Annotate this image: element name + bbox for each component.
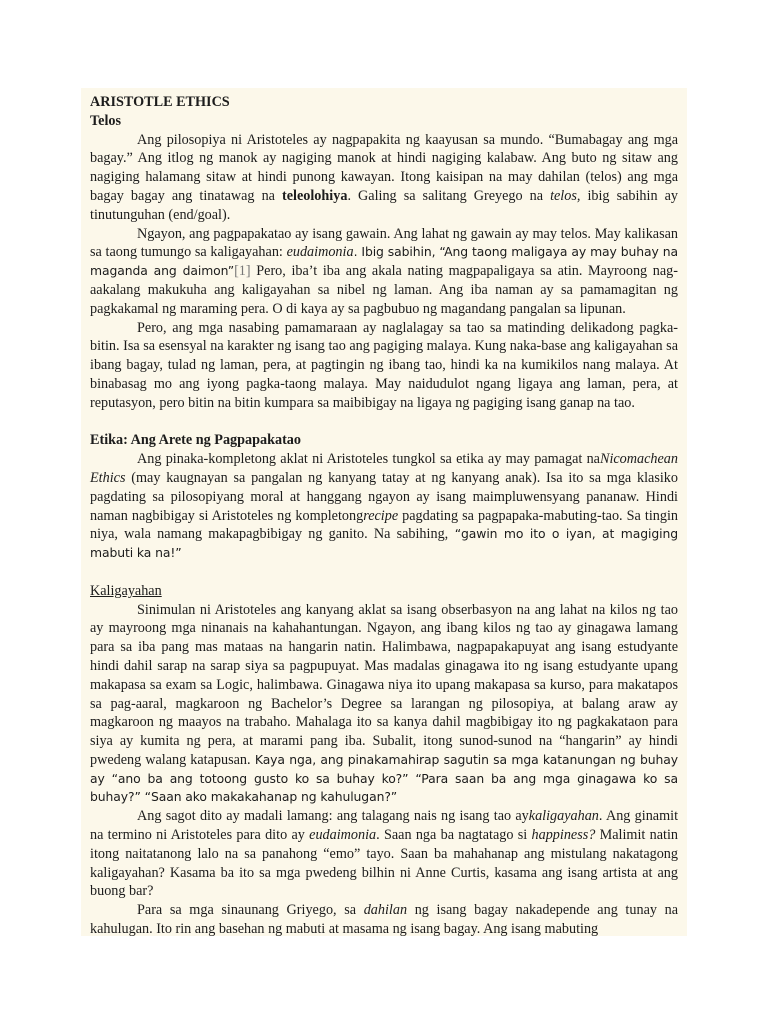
italic-term: eudaimonia <box>286 244 354 261</box>
bold-term: teleolohiya <box>282 187 348 204</box>
text: Ang sagot dito ay madali lamang: ang talagang nais ng isang tao ay <box>137 808 529 825</box>
text: Para sa mga sinaunang Griyego, sa <box>137 902 357 919</box>
italic-term: eudaimonia <box>309 827 377 844</box>
text: . Ang ginamit na termino ni Aristoteles para dito ay <box>90 808 679 844</box>
document-title: ARISTOTLE ETHICS <box>90 94 230 110</box>
footnote-link[interactable]: [1] <box>234 263 251 280</box>
text: pagdating sa pagpapaka-mabuting-tao. Sa tingin niya, wala namang makapagbibigay ng ganito. Na sabihing, <box>90 507 678 543</box>
italic-term: kaligayahan <box>528 808 599 825</box>
italic-term: dahilan <box>363 902 408 919</box>
paragraph: Pero, ang mga nasabing pamamaraan ay naglalagay sa tao sa matinding delikadong pagka-bitin. Isa sa esensyal na karakter ng isang tao ang pagiging malaya. Kung naka-base ang kaligayahan sa ibang bagay, tulad ng laman, pera, at pagtingin ng ibang tao, hindi ka na kumikilos nang malaya. At binabasag mo ang iyong pagka-taong malaya. May naidudulot ngang ligaya ang laman, pera, at reputasyon, pero bitin na bitin kumpara sa maibibigay na ligaya ng pagiging isang ganap na tao. <box>90 319 678 411</box>
paragraph <box>90 131 678 225</box>
text: “gawin mo ito o iyan, at magiging mabuti ka na!” <box>90 526 679 561</box>
spacer <box>90 413 678 432</box>
text: ng isang bagay nakadepende ang tunay na kahulugan. Ito rin ang basehan ng mabuti at masama ng isang bagay. Ang isang mabuting <box>90 902 678 938</box>
paragraph <box>90 901 678 939</box>
italic-term: telos, <box>550 187 581 204</box>
text: ibig sabihin ay tinutunguhan (end/goal). <box>90 187 678 223</box>
text: (may kaugnayan sa pangalan ng kanyang tatay at ng kanyang anak). Isa ito sa mga klasiko pagdating sa pilosopiyang moral at hanggang ngayon ay isang maimpluwensyang pananaw. Hindi naman nagbibigay si Aristoteles ng kompletong <box>90 469 678 524</box>
text: . Saan nga ba nagtatago si <box>376 827 528 844</box>
paragraph <box>90 225 678 319</box>
section-heading-kaligayahan: Kaligayahan <box>90 582 162 599</box>
italic-term: recipe <box>363 507 399 524</box>
spacer <box>90 563 678 582</box>
paragraph <box>90 601 678 808</box>
text: . Ibig sabihin, “Ang taong maligaya ay may buhay na maganda ang daimon” <box>90 244 678 279</box>
section-heading-etika: Etika: Ang Arete ng Pagpapakatao <box>90 432 301 449</box>
section-heading-telos: Telos <box>90 112 122 129</box>
italic-term: Nicomachean Ethics <box>90 451 678 486</box>
text: Kaya nga, ang pinakamahirap sagutin sa mga katanungan ng buhay ay “ano ba ang totoong gusto ko sa buhay ko?” “Para saan ba ang mga ginagawa ko sa buhay?” “Saan ako makakahanap ng kahulugan?” <box>90 751 678 805</box>
paragraph <box>90 807 678 901</box>
paragraph <box>90 450 678 563</box>
text: Pero, iba’t iba ang akala nating magpapaligaya sa atin. Mayroong nag-aakalang makukuha ang kaligayahan sa nibel ng laman. Ang iba naman ay sa pamamagitan ng pagkakamal ng maraming pera. O di kaya ay sa pagbubuo ng magandang pangalan sa lipunan. <box>90 263 678 317</box>
text: Ngayon, ang pagpapakatao ay isang gawain. Ang lahat ng gawain ay may telos. May kalikasan sa taong tumungo sa kaligayahan: <box>90 225 678 261</box>
italic-term: happiness? <box>531 827 596 844</box>
text: . Galing sa salitang Greyego na <box>347 187 544 204</box>
document-body <box>90 93 678 939</box>
text: Sinimulan ni Aristoteles ang kanyang aklat sa isang obserbasyon na ang lahat na kilos ng tao ay mayroong mga ninanais na kahahantungan. Ngayon, ang ibang kilos ng tao ay ginagawa lamang para sa iba pang mas mataas na hangarin natin. Halimbawa, nagpapakapuyat ang isang estudyante hindi dahil sarap na sarap siya sa pagpupuyat. Mas madalas ginagawa ito ng isang estudyante upang makapasa sa exam sa Logic, halimbawa. Ginagawa niya ito upang makapasa sa kurso, para makatapos sa pag-aaral, magkaroon ng Bachelor’s Degree sa larangan ng pilosopiya, at balang araw ay magkaroon ng maayos na trabaho. Mahalaga ito sa kanya dahil magbibigay ito ng pagkakataon para siya ay kumita ng pera, at marami pang iba. Subalit, itong sunod-sunod na “hangarin” ay hindi pwedeng walang katapusan. <box>90 601 678 768</box>
text: Malimit natin itong naitatanong lalo na sa panahong “emo” tayo. Saan ba mahahanap ang mistulang nakatagong kaligayahan? Kasama ba ito sa mga pwedeng bilhin ni Anne Curtis, kasama ang isang artista at ang buong bar? <box>90 827 679 900</box>
text: Ang pilosopiya ni Aristoteles ay nagpapakita ng kaayusan sa mundo. “Bumabagay ang mga bagay.” Ang itlog ng manok ay nagiging manok at hindi nagiging kalabaw. Ang buto ng sitaw ang nagiging halamang sitaw at hindi punong kawayan. Itong kaisipan na may dahilan (telos) ang mga bagay bagay ang tinatawag na <box>90 131 678 204</box>
text: Ang pinaka-kompletong aklat ni Aristoteles tungkol sa etika ay may pamagat na <box>137 451 600 468</box>
